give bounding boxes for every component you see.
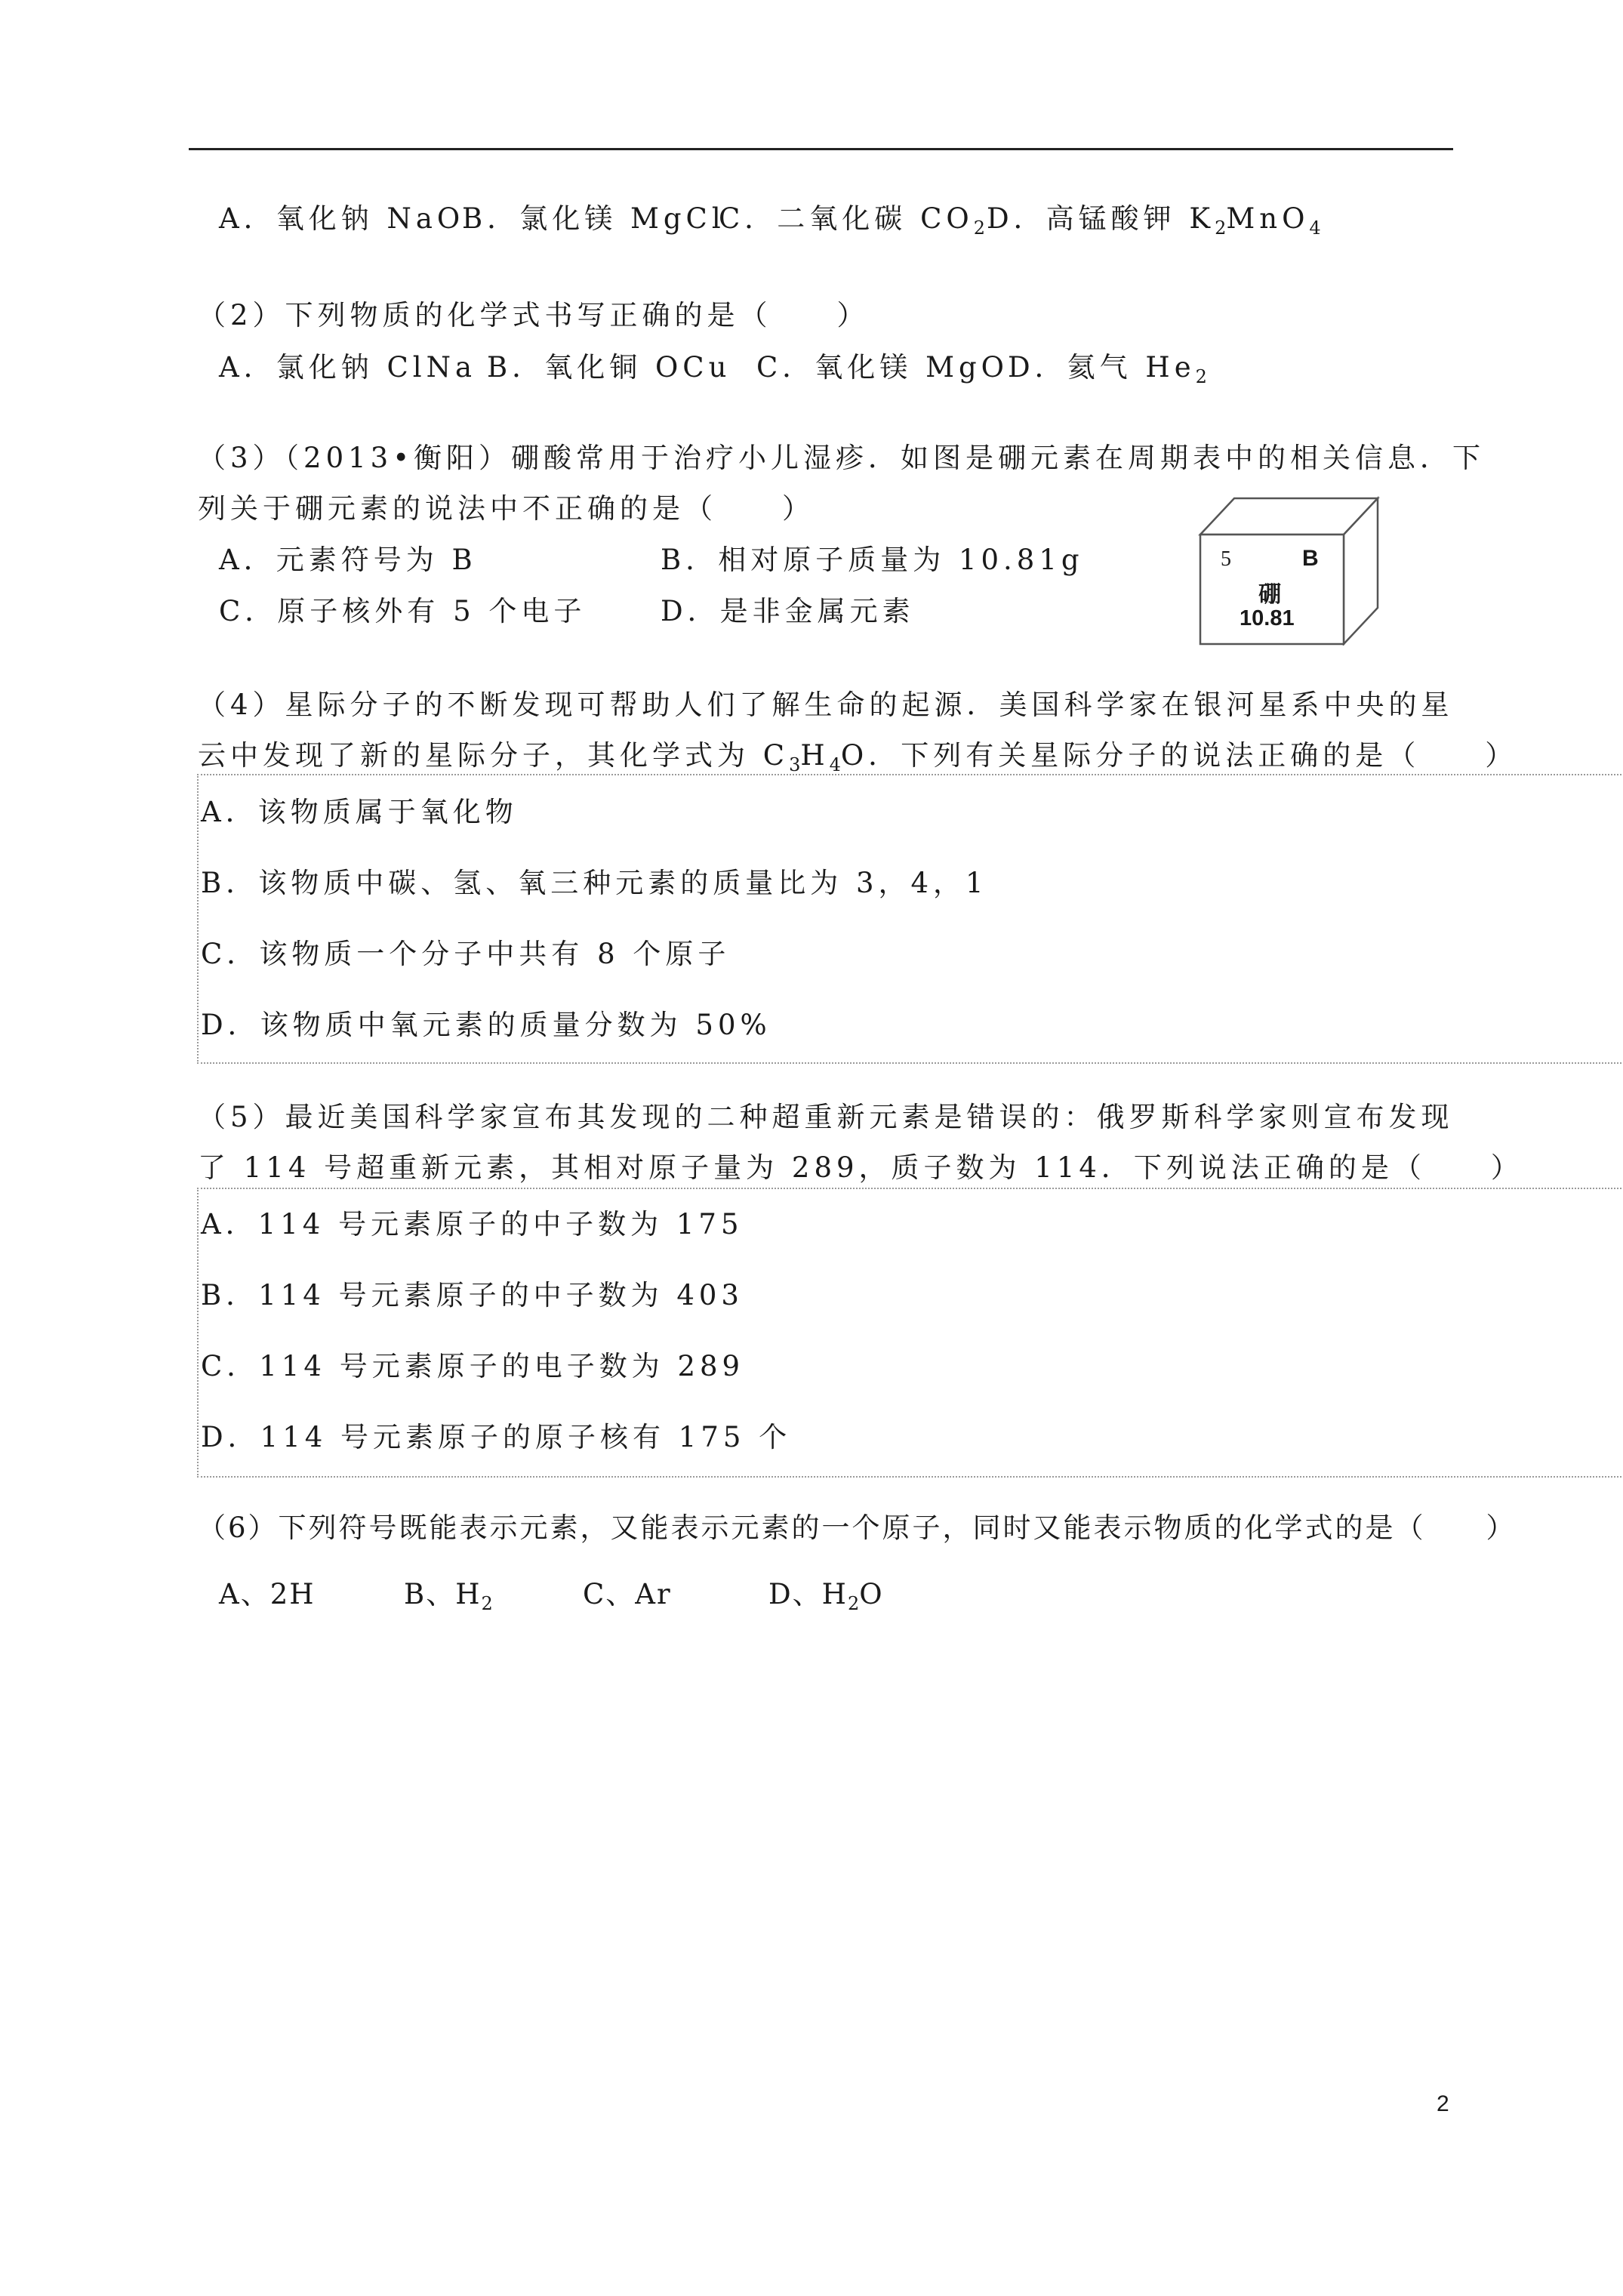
q3-option-b: B．相对原子质量为 10.81g (661, 544, 1084, 576)
q6-stem: （6）下列符号既能表示元素，又能表示元素的一个原子，同时又能表示物质的化学式的是（ ） (198, 1512, 1517, 1544)
page-number: 2 (1437, 2091, 1449, 2116)
q6-option-b: B、$H_2$ (404, 1578, 493, 1614)
q5-stem-line1: （5）最近美国科学家宣布其发现的二种超重新元素是错误的：俄罗斯科学家则宣布发现 (198, 1101, 1454, 1133)
q3-stem-line2: 列关于硼元素的说法中不正确的是（ ） (198, 492, 815, 525)
header-rule (189, 148, 1453, 150)
q3-option-a: A．元素符号为 B (219, 544, 477, 576)
element-symbol: B (1302, 546, 1319, 571)
q6-option-a: A、2H (219, 1578, 316, 1610)
element-name: 硼 (1258, 581, 1281, 608)
q5-option-d: D．114 号元素原子的原子核有 175 个 (201, 1421, 792, 1453)
q1-option-a: A．氧化钠 NaO (219, 202, 465, 235)
q5-option-b: B．114 号元素原子的中子数为 403 (201, 1279, 744, 1311)
element-mass: 10.81 (1240, 606, 1295, 630)
q2-option-d: D．氦气 $He_2$ (1008, 351, 1207, 387)
boron-element-figure (1196, 495, 1381, 646)
q6-option-d: D、$H_2O$ (768, 1578, 884, 1614)
q1-option-d: D．高锰酸钾 $K_2MnO_4$ (987, 202, 1321, 239)
q1-option-c: C．二氧化碳 $CO_2$ (719, 202, 985, 239)
q2-option-a: A．氯化钠 ClNa (219, 351, 477, 384)
q2-stem: （2）下列物质的化学式书写正确的是（ ） (198, 299, 870, 331)
element-number: 5 (1221, 547, 1231, 571)
q3-option-d: D．是非金属元素 (661, 595, 915, 627)
q4-option-d: D．该物质中氧元素的质量分数为 50% (201, 1009, 771, 1041)
q4-stem-line2: 云中发现了新的星际分子，其化学式为 $C_3H_4O$．下列有关星际分子的说法正确的是（ ） (198, 739, 1518, 775)
q5-option-a: A．114 号元素原子的中子数为 175 (201, 1208, 744, 1240)
q1-option-b: B．氯化镁 MgCl (462, 202, 725, 235)
q6-option-c: C、Ar (583, 1578, 672, 1610)
q4-option-b: B．该物质中碳、氢、氧三种元素的质量比为 3，4，1 (201, 867, 988, 899)
q5-option-c: C．114 号元素原子的电子数为 289 (201, 1350, 745, 1382)
q4-option-c: C．该物质一个分子中共有 8 个原子 (201, 938, 731, 970)
q4-option-a: A．该物质属于氧化物 (201, 796, 518, 828)
q5-stem-line2: 了 114 号超重新元素，其相对原子量为 289，质子数为 114．下列说法正确的是（ ） (198, 1151, 1523, 1184)
q4-stem-line1: （4）星际分子的不断发现可帮助人们了解生命的起源．美国科学家在银河星系中央的星 (198, 689, 1454, 721)
q2-option-b: B．氧化铜 OCu (487, 351, 731, 384)
q2-option-c: C．氧化镁 MgO (756, 351, 1009, 384)
q3-stem-line1: （3）（2013•衡阳）硼酸常用于治疗小儿湿疹．如图是硼元素在周期表中的相关信息．下 (198, 442, 1486, 474)
q3-option-c: C．原子核外有 5 个电子 (219, 595, 587, 627)
